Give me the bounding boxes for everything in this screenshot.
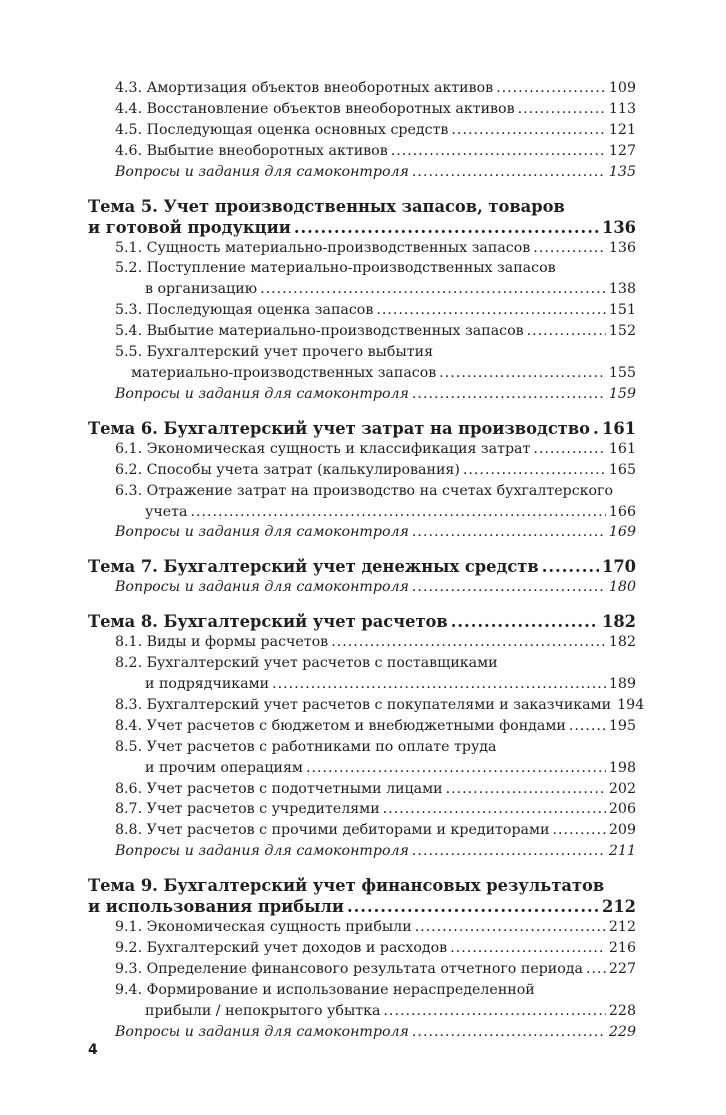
toc-entry-5-1[interactable]: 5.1. Сущность материально-производственных запасов ..... 136 (88, 238, 636, 259)
toc-topic-5-title-line1[interactable]: Тема 5. Учет производственных запасов, товаров (88, 196, 565, 216)
toc-entry-5-2-line1[interactable]: 5.2. Поступление материально-производственных запасов (115, 260, 556, 277)
leader-dots (272, 674, 606, 695)
toc-entry-8-2-line1[interactable]: 8.2. Бухгалтерский учет расчетов с поставщиками (115, 655, 498, 672)
leader-dots (412, 841, 606, 862)
leader-dots (527, 321, 606, 342)
toc-entry-8-questions[interactable]: Вопросы и задания для самоконтроля ..... 211 (88, 841, 636, 862)
leader-dots (542, 556, 599, 577)
leader-dots (260, 279, 606, 300)
leader-dots (383, 799, 606, 820)
leader-dots (451, 120, 605, 141)
toc-topic-9-title-line1[interactable]: Тема 9. Бухгалтерский учет финансовых результатов (88, 876, 605, 896)
toc-entry-8-8[interactable]: 8.8. Учет расчетов с прочими дебиторами и кредиторами ..... 209 (88, 820, 636, 841)
toc-entry-8-5-line1[interactable]: 8.5. Учет расчетов с работниками по оплате труда (115, 738, 497, 755)
toc-entry-5-4[interactable]: 5.4. Выбытие материально-производственных запасов ..... 152 (88, 321, 636, 342)
toc-entry-8-7[interactable]: 8.7. Учет расчетов с учредителями ..... 206 (88, 799, 636, 820)
toc-topic-5[interactable]: и готовой продукции ..... 136 (88, 217, 636, 238)
leader-dots (552, 820, 605, 841)
leader-dots (391, 141, 606, 162)
toc-entry-8-3[interactable]: 8.3. Бухгалтерский учет расчетов с покупателями и заказчиками 194 (115, 696, 645, 713)
leader-dots (412, 384, 606, 405)
leader-dots (331, 632, 606, 653)
toc-topic-9[interactable]: и использования прибыли ..... 212 (88, 896, 636, 917)
toc-entry-6-1[interactable]: 6.1. Экономическая сущность и классификация затрат ..... 161 (88, 439, 636, 460)
leader-dots (533, 439, 606, 460)
toc-entry-9-4[interactable]: прибыли / непокрытого убытка ..... 228 (88, 1001, 636, 1022)
toc-entry-9-questions[interactable]: Вопросы и задания для самоконтроля ..... 229 (88, 1022, 636, 1043)
leader-dots (376, 300, 606, 321)
toc-entry-8-4[interactable]: 8.4. Учет расчетов с бюджетом и внебюджетными фондами ..... 195 (88, 716, 636, 737)
leader-dots (415, 917, 606, 938)
leader-dots (412, 162, 606, 183)
leader-dots (593, 418, 599, 439)
toc-entry-5-5-line1[interactable]: 5.5. Бухгалтерский учет прочего выбытия (115, 344, 434, 361)
toc-entry-4-3[interactable]: 4.3. Амортизация объектов внеоборотных активов ..... 109 (88, 78, 636, 99)
toc-entry-5-5[interactable]: материально-производственных запасов ..... 155 (88, 363, 636, 384)
leader-dots (569, 716, 606, 737)
toc-topic-8[interactable]: Тема 8. Бухгалтерский учет расчетов ..... 182 (88, 611, 636, 632)
toc-entry-8-5[interactable]: и прочим операциям ..... 198 (88, 758, 636, 779)
toc-entry-8-6[interactable]: 8.6. Учет расчетов с подотчетными лицами ..... 202 (88, 779, 636, 800)
leader-dots (347, 896, 599, 917)
leader-dots (190, 502, 605, 523)
leader-dots (412, 522, 606, 543)
leader-dots (496, 78, 606, 99)
leader-dots (294, 217, 599, 238)
toc-entry-8-1[interactable]: 8.1. Виды и формы расчетов ..... 182 (88, 632, 636, 653)
toc-entry-9-4-line1[interactable]: 9.4. Формирование и использование нераспределенной (115, 981, 535, 998)
leader-dots (533, 238, 606, 259)
toc-entry-4-4[interactable]: 4.4. Восстановление объектов внеоборотных активов ..... 113 (88, 99, 636, 120)
toc-entry-7-questions[interactable]: Вопросы и задания для самоконтроля ..... 180 (88, 577, 636, 598)
leader-dots (451, 611, 599, 632)
toc-topic-6[interactable]: Тема 6. Бухгалтерский учет затрат на производство ..... 161 (88, 418, 636, 439)
leader-dots (450, 938, 606, 959)
page-number: 4 (88, 1042, 98, 1058)
leader-dots (586, 959, 606, 980)
leader-dots (446, 779, 606, 800)
toc-entry-5-3[interactable]: 5.3. Последующая оценка запасов ..... 151 (88, 300, 636, 321)
leader-dots (412, 1022, 606, 1043)
leader-dots (306, 758, 606, 779)
toc-entry-4-questions[interactable]: Вопросы и задания для самоконтроля ..... 135 (88, 162, 636, 183)
toc-entry-4-6[interactable]: 4.6. Выбытие внеоборотных активов ..... 127 (88, 141, 636, 162)
leader-dots (439, 363, 606, 384)
toc-entry-6-3-line1[interactable]: 6.3. Отражение затрат на производство на счетах бухгалтерского (115, 482, 614, 499)
toc-entry-9-1[interactable]: 9.1. Экономическая сущность прибыли ..... 212 (88, 917, 636, 938)
toc-entry-6-3[interactable]: учета ..... 166 (88, 502, 636, 523)
toc-entry-6-2[interactable]: 6.2. Способы учета затрат (калькулирования) ..... 165 (88, 460, 636, 481)
leader-dots (412, 577, 606, 598)
leader-dots (383, 1001, 605, 1022)
toc-entry-5-2[interactable]: в организацию ..... 138 (88, 279, 636, 300)
toc-entry-5-questions[interactable]: Вопросы и задания для самоконтроля ..... 159 (88, 384, 636, 405)
toc-entry-6-questions[interactable]: Вопросы и задания для самоконтроля ..... 169 (88, 522, 636, 543)
leader-dots (463, 460, 606, 481)
toc-entry-9-2[interactable]: 9.2. Бухгалтерский учет доходов и расходов ..... 216 (88, 938, 636, 959)
table-of-contents (88, 78, 645, 1043)
toc-entry-8-2[interactable]: и подрядчиками ..... 189 (88, 674, 636, 695)
toc-entry-4-5[interactable]: 4.5. Последующая оценка основных средств ..... 121 (88, 120, 636, 141)
toc-entry-9-3[interactable]: 9.3. Определение финансового результата отчетного периода ..... 227 (88, 959, 636, 980)
toc-topic-7[interactable]: Тема 7. Бухгалтерский учет денежных средств ..... 170 (88, 556, 636, 577)
leader-dots (518, 99, 606, 120)
